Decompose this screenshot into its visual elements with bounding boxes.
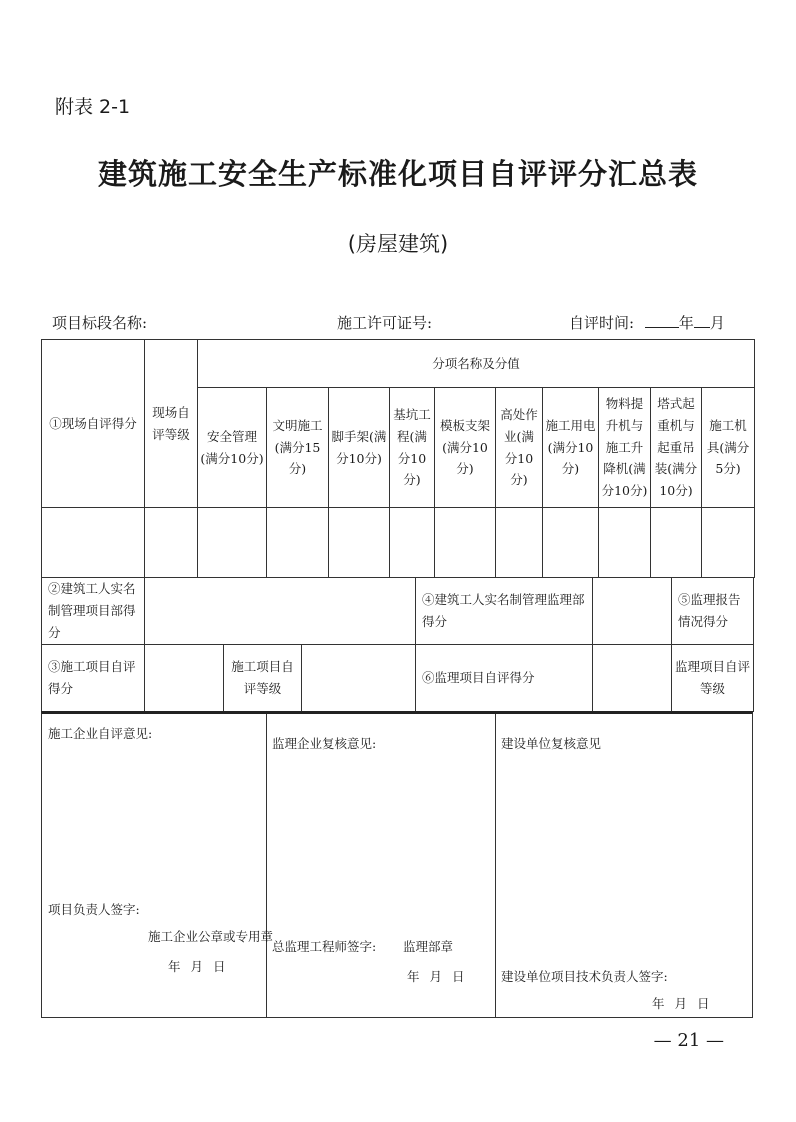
score-formwork[interactable] bbox=[435, 508, 496, 578]
worker-dept-score-value[interactable] bbox=[145, 578, 416, 645]
supervisor-seal-label: 监理部章 bbox=[403, 939, 454, 954]
site-score-label: ①现场自评得分 bbox=[42, 340, 145, 508]
attachment-label: 附表 2-1 bbox=[55, 96, 131, 118]
chief-supervisor-sign-label: 总监理工程师签字: bbox=[272, 939, 377, 954]
owner-opinion-title: 建设单位复核意见 bbox=[501, 736, 602, 751]
worker-dept-score-label: ②建筑工人实名制管理项目部得分 bbox=[42, 578, 145, 645]
construction-score-value[interactable] bbox=[145, 645, 224, 712]
score-machinery[interactable] bbox=[702, 508, 755, 578]
page-title: 建筑施工安全生产标准化项目自评评分汇总表 bbox=[97, 157, 698, 191]
summary-rows-table bbox=[41, 577, 754, 712]
col-safety-mgmt: 安全管理(满分10分) bbox=[198, 388, 267, 508]
month-blank[interactable] bbox=[694, 313, 710, 328]
site-grade-value[interactable] bbox=[145, 508, 198, 578]
col-scaffold: 脚手架(满分10分) bbox=[329, 388, 390, 508]
score-electricity[interactable] bbox=[543, 508, 599, 578]
score-civilized-construction[interactable] bbox=[267, 508, 329, 578]
owner-date: 年 月 日 bbox=[652, 996, 710, 1011]
score-summary-table bbox=[41, 339, 755, 578]
score-safety-mgmt[interactable] bbox=[198, 508, 267, 578]
owner-opinion-box[interactable] bbox=[495, 714, 752, 1017]
supervisor-opinion-box[interactable] bbox=[266, 714, 496, 1017]
page-subtitle: (房屋建筑) bbox=[347, 232, 449, 256]
year-blank[interactable] bbox=[645, 313, 679, 328]
score-tower-crane[interactable] bbox=[651, 508, 702, 578]
self-eval-time-label: 自评时间: bbox=[569, 314, 635, 332]
contractor-opinion-title: 施工企业自评意见: bbox=[48, 726, 153, 741]
year-label: 年 bbox=[678, 314, 694, 332]
sub-item-header: 分项名称及分值 bbox=[198, 340, 755, 388]
page-number: — 21 — bbox=[653, 1030, 724, 1051]
site-score-value[interactable] bbox=[42, 508, 145, 578]
score-scaffold[interactable] bbox=[329, 508, 390, 578]
col-work-at-height: 高处作业(满分10分) bbox=[496, 388, 543, 508]
contractor-date: 年 月 日 bbox=[168, 959, 226, 974]
contractor-seal-label: 施工企业公章或专用章 bbox=[148, 929, 274, 944]
construction-score-label: ③施工项目自评得分 bbox=[42, 645, 145, 712]
col-civilized-construction: 文明施工(满分15分) bbox=[267, 388, 329, 508]
supervision-score-value[interactable] bbox=[593, 645, 672, 712]
col-foundation-pit: 基坑工程(满分10分) bbox=[390, 388, 435, 508]
owner-sign-label: 建设单位项目技术负责人签字: bbox=[501, 969, 668, 984]
col-hoist: 物料提升机与施工升降机(满分10分) bbox=[599, 388, 651, 508]
supervision-report-score-label: ⑤监理报告情况得分 bbox=[672, 578, 754, 645]
month-label: 月 bbox=[709, 314, 725, 332]
review-opinions-section bbox=[41, 711, 753, 1018]
supervisor-opinion-title: 监理企业复核意见: bbox=[272, 736, 377, 751]
supervision-score-label: ⑥监理项目自评得分 bbox=[416, 645, 593, 712]
self-eval-time bbox=[569, 312, 725, 333]
score-work-at-height[interactable] bbox=[496, 508, 543, 578]
contractor-sign-label: 项目负责人签字: bbox=[48, 902, 140, 917]
project-name-label: 项目标段名称: bbox=[52, 314, 148, 332]
worker-supervision-score-value[interactable] bbox=[593, 578, 672, 645]
col-machinery: 施工机具(满分5分) bbox=[702, 388, 755, 508]
construction-grade-value[interactable] bbox=[302, 645, 416, 712]
score-foundation-pit[interactable] bbox=[390, 508, 435, 578]
permit-number-label: 施工许可证号: bbox=[337, 314, 433, 332]
contractor-opinion-box[interactable] bbox=[42, 714, 274, 1017]
col-formwork: 模板支架(满分10分) bbox=[435, 388, 496, 508]
score-hoist[interactable] bbox=[599, 508, 651, 578]
supervision-grade-label: 监理项目自评等级 bbox=[672, 645, 754, 712]
col-tower-crane: 塔式起重机与起重吊装(满分10分) bbox=[651, 388, 702, 508]
worker-supervision-score-label: ④建筑工人实名制管理监理部得分 bbox=[416, 578, 593, 645]
site-grade-label: 现场自评等级 bbox=[145, 340, 198, 508]
col-electricity: 施工用电(满分10分) bbox=[543, 388, 599, 508]
construction-grade-label: 施工项目自评等级 bbox=[224, 645, 302, 712]
supervisor-date: 年 月 日 bbox=[407, 969, 465, 984]
